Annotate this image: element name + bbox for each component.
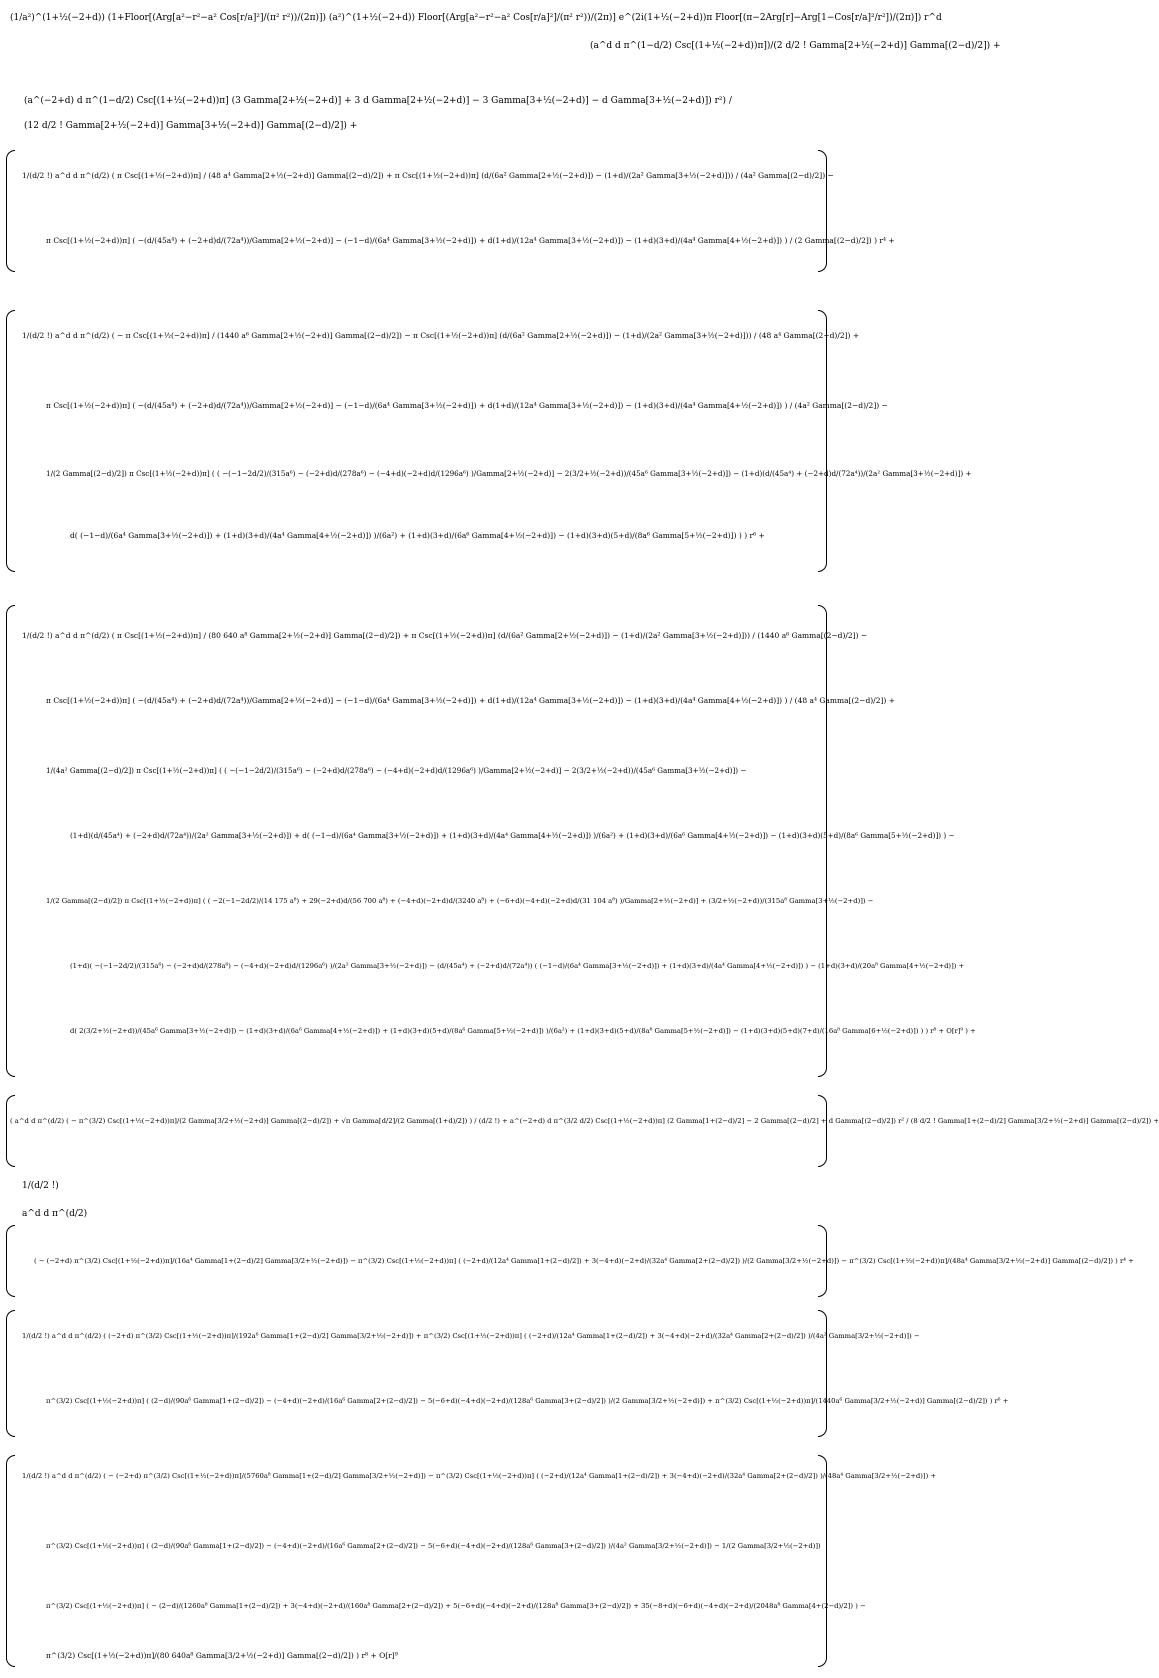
right-parenthesis xyxy=(818,150,827,272)
left-parenthesis xyxy=(6,1225,15,1297)
expression-line: 1/(d/2 !) a^d d π^(d/2) ( (−2+d) π^(3/2) Csc[(1+½(−2+d))π]/(192a⁶ Gamma[1+(2−d)/2] Gamma[3/2+½(−2+d)]) + π^(3/2) Csc[(1+½(−2+d))π] ( (−2+d)/(12a⁴ Gamma[1+(2−d)/2]) + 3(−4+d)(−2+d)/(32a⁴ Gamma[2+(2−d)/2]) )/(4a² Gamma[3/2+½(−2+d)]) − xyxy=(22,1332,920,1340)
left-parenthesis xyxy=(6,1455,15,1667)
right-parenthesis xyxy=(818,1095,827,1167)
left-parenthesis xyxy=(6,1310,15,1437)
expression-line: π^(3/2) Csc[(1+½(−2+d))π] ( (2−d)/(90a⁶ Gamma[1+(2−d)/2]) − (−4+d)(−2+d)/(16a⁶ Gamma[2+(2−d)/2]) − 5(−6+d)(−4+d)(−2+d)/(128a⁶ Gamma[3+(2−d)/2]) )/(4a² Gamma[3/2+½(−2+d)]) − 1/(2 Gamma[3/2+½(−2+d)]) xyxy=(46,1542,821,1550)
left-parenthesis xyxy=(6,310,15,572)
right-parenthesis xyxy=(818,1310,827,1437)
expression-line: 1/(2 Gamma[(2−d)/2]) π Csc[(1+½(−2+d))π] ( ( −(−1−2d/2)/(315a⁶) − (−2+d)d/(278a⁶) − (−4+d)(−2+d)d/(1296a⁶) )/Gamma[2+½(−2+d)] − 2(3/2+½(−2+d))/(45a⁶ Gamma[3+½(−2+d)]) − (1+d)(d/(45a⁴) + (−2+d)d/(72a⁴))/(2a² Gamma[3+½(−2+d)]) + xyxy=(46,469,972,478)
expression-line: 1/(2 Gamma[(2−d)/2]) π Csc[(1+½(−2+d))π] ( ( −2(−1−2d/2)/(14 175 a⁸) + 29(−2+d)d/(56 700 a⁸) + (−4+d)(−2+d)d/(3240 a⁸) + (−6+d)(−4+d)(−2+d)d/(31 104 a⁸) )/Gamma[2+½(−2+d)] + (3/2+½(−2+d))/(315a⁸ Gamma[3+½(−2+d)]) − xyxy=(46,897,874,905)
expression-line: 1/(d/2 !) a^d d π^(d/2) ( − (−2+d) π^(3/2) Csc[(1+½(−2+d))π]/(5760a⁸ Gamma[1+(2−d)/2] Gamma[3/2+½(−2+d)]) − π^(3/2) Csc[(1+½(−2+d))π] ( (−2+d)/(12a⁴ Gamma[1+(2−d)/2]) + 3(−4+d)(−2+d)/(32a⁴ Gamma[2+(2−d)/2]) )/(48a⁴ Gamma[3/2+½(−2+d)]) + xyxy=(22,1472,937,1480)
expression-line: π Csc[(1+½(−2+d))π] ( −(d/(45a⁴) + (−2+d)d/(72a⁴))/Gamma[2+½(−2+d)] − (−1−d)/(6a⁴ Gamma[3+½(−2+d)]) + d(1+d)/(12a⁴ Gamma[3+½(−2+d)]) − (1+d)(3+d)/(4a⁴ Gamma[4+½(−2+d)]) ) / (4a² Gamma[(2−d)/2]) − xyxy=(46,401,888,410)
expression-line: 1/(d/2 !) a^d d π^(d/2) ( π Csc[(1+½(−2+d))π] / (48 a⁴ Gamma[2+½(−2+d)] Gamma[(2−d)/2]) + π Csc[(1+½(−2+d))π] (d/(6a² Gamma[2+½(−2+d)]) − (1+d)/(2a² Gamma[3+½(−2+d)])) / (4a² Gamma[(2−d)/2]) − xyxy=(22,171,834,180)
expression-line: (1+d)(d/(45a⁴) + (−2+d)d/(72a⁴))/(2a² Gamma[3+½(−2+d)]) + d( (−1−d)/(6a⁴ Gamma[3+½(−2+d)]) + (1+d)(3+d)/(4a⁴ Gamma[4+½(−2+d)]) )/(6a²) + (1+d)(3+d)/(6a⁶ Gamma[4+½(−2+d)]) − (1+d)(3+d)(5+d)/(8a⁶ Gamma[5+½(−2+d)]) ) − xyxy=(70,831,955,840)
left-parenthesis xyxy=(6,1095,15,1167)
right-parenthesis xyxy=(818,605,827,1077)
expression-line: d( (−1−d)/(6a⁴ Gamma[3+½(−2+d)]) + (1+d)(3+d)/(4a⁴ Gamma[4+½(−2+d)]) )/(6a²) + (1+d)(3+d)/(6a⁶ Gamma[4+½(−2+d)]) − (1+d)(3+d)(5+d)/(8a⁶ Gamma[5+½(−2+d)]) ) ) r⁶ + xyxy=(70,531,765,540)
expression-line: (12 d/2 ! Gamma[2+½(−2+d)] Gamma[3+½(−2+d)] Gamma[(2−d)/2]) + xyxy=(24,121,358,131)
expression-line: ( − (−2+d) π^(3/2) Csc[(1+½(−2+d))π]/(16a⁴ Gamma[1+(2−d)/2] Gamma[3/2+½(−2+d)]) − π^(3/2) Csc[(1+½(−2+d))π] ( (−2+d)/(12a⁴ Gamma[1+(2−d)/2]) + 3(−4+d)(−2+d)/(32a⁴ Gamma[2+(2−d)/2]) )/(2 Gamma[3/2+½(−2+d)]) − π^(3/2) Csc[(1+½(−2+d))π]/(48a⁴ Gamma[3/2+½(−2+d)] Gamma[(2−d)/2]) ) r⁴ + xyxy=(34,1257,1134,1265)
expression-line: (1/a²)^(1+½(−2+d)) (1+Floor[(Arg[a²−r²−a² Cos[r/a]²]/(π² r²))/(2π)]) (a²)^(1+½(−2+d)) Floor[(Arg[a²−r²−a² Cos[r/a]²]/(π² r²))/(2π)] e^(2i(1+½(−2+d))π Floor[(π−2Arg[r]−Arg[1−Cos[r/a]²/r²])/(2π)]) r^d xyxy=(10,13,942,23)
expression-line: d( 2(3/2+½(−2+d))/(45a⁶ Gamma[3+½(−2+d)]) − (1+d)(3+d)/(6a⁶ Gamma[4+½(−2+d)]) + (1+d)(3+d)(5+d)/(8a⁶ Gamma[5+½(−2+d)]) )/(6a²) + (1+d)(3+d)(5+d)/(8a⁸ Gamma[5+½(−2+d)]) − (1+d)(3+d)(5+d)(7+d)/(16a⁸ Gamma[6+½(−2+d)]) ) ) r⁸ + O[r]⁹ ) + xyxy=(70,1027,976,1035)
expression-line: a^d d π^(d/2) xyxy=(22,1209,88,1219)
expression-line: 1/(d/2 !) a^d d π^(d/2) ( π Csc[(1+½(−2+d))π] / (80 640 a⁸ Gamma[2+½(−2+d)] Gamma[(2−d)/2]) + π Csc[(1+½(−2+d))π] (d/(6a² Gamma[2+½(−2+d)]) − (1+d)/(2a² Gamma[3+½(−2+d)])) / (1440 a⁶ Gamma[(2−d)/2]) − xyxy=(22,631,868,640)
right-parenthesis xyxy=(818,1455,827,1667)
expression-line: π^(3/2) Csc[(1+½(−2+d))π] ( (2−d)/(90a⁶ Gamma[1+(2−d)/2]) − (−4+d)(−2+d)/(16a⁶ Gamma[2+(2−d)/2]) − 5(−6+d)(−4+d)(−2+d)/(128a⁶ Gamma[3+(2−d)/2]) )/(2 Gamma[3/2+½(−2+d)]) + π^(3/2) Csc[(1+½(−2+d))π]/(1440a⁶ Gamma[3/2+½(−2+d)] Gamma[(2−d)/2]) ) r⁶ + xyxy=(46,1397,1009,1405)
expression-line: (1+d)( −(−1−2d/2)/(315a⁶) − (−2+d)d/(278a⁶) − (−4+d)(−2+d)d/(1296a⁶) )/(2a² Gamma[3+½(−2+d)]) − (d/(45a⁴) + (−2+d)d/(72a⁴)) ( (−1−d)/(6a⁴ Gamma[3+½(−2+d)]) + (1+d)(3+d)/(4a⁴ Gamma[4+½(−2+d)]) ) − (1+d)(3+d)/(20a⁸ Gamma[4+½(−2+d)]) + xyxy=(70,962,965,970)
expression-line: π Csc[(1+½(−2+d))π] ( −(d/(45a⁴) + (−2+d)d/(72a⁴))/Gamma[2+½(−2+d)] − (−1−d)/(6a⁴ Gamma[3+½(−2+d)]) + d(1+d)/(12a⁴ Gamma[3+½(−2+d)]) − (1+d)(3+d)/(4a⁴ Gamma[4+½(−2+d)]) ) / (2 Gamma[(2−d)/2]) ) r⁴ + xyxy=(46,236,895,245)
expression-line: ( a^d d π^(d/2) ( − π^(3/2) Csc[(1+½(−2+d))π]/(2 Gamma[3/2+½(−2+d)] Gamma[(2−d)/2]) + √π Gamma[d/2]/(2 Gamma[(1+d)/2]) ) / (d/2 !) + a^(−2+d) d π^(3/2 d/2) Csc[(1+½(−2+d))π] (2 Gamma[1+(2−d)/2] − 2 Gamma[(2−d)/2] + d Gamma[(2−d)/2]) r² / (8 d/2 ! Gamma[1+(2−d)/2] Gamma[3/2+½(−2+d)] Gamma[(2−d)/2]) + xyxy=(10,1117,1159,1125)
expression-line: π^(3/2) Csc[(1+½(−2+d))π]/(80 640a⁸ Gamma[3/2+½(−2+d)] Gamma[(2−d)/2]) ) r⁸ + O[r]⁹ xyxy=(46,1651,398,1660)
expression-line: 1/(4a² Gamma[(2−d)/2]) π Csc[(1+½(−2+d))π] ( ( −(−1−2d/2)/(315a⁶) − (−2+d)d/(278a⁶) − (−4+d)(−2+d)d/(1296a⁶) )/Gamma[2+½(−2+d)] − 2(3/2+½(−2+d))/(45a⁶ Gamma[3+½(−2+d)]) − xyxy=(46,766,747,775)
expression-line: (a^d d π^(1−d/2) Csc[(1+½(−2+d))π])/(2 d/2 ! Gamma[2+½(−2+d)] Gamma[(2−d)/2]) + xyxy=(590,41,1001,51)
expression-line: 1/(d/2 !) xyxy=(22,1181,59,1191)
right-parenthesis xyxy=(818,1225,827,1297)
right-parenthesis xyxy=(818,310,827,572)
expression-line: π^(3/2) Csc[(1+½(−2+d))π] ( − (2−d)/(1260a⁸ Gamma[1+(2−d)/2]) + 3(−4+d)(−2+d)/(160a⁸ Gamma[2+(2−d)/2]) + 5(−6+d)(−4+d)(−2+d)/(128a⁸ Gamma[3+(2−d)/2]) + 35(−8+d)(−6+d)(−4+d)(−2+d)/(2048a⁸ Gamma[4+(2−d)/2]) ) − xyxy=(46,1602,866,1610)
expression-line: (a^(−2+d) d π^(1−d/2) Csc[(1+½(−2+d))π] (3 Gamma[2+½(−2+d)] + 3 d Gamma[2+½(−2+d)] − 3 Gamma[3+½(−2+d)] − d Gamma[3+½(−2+d)]) r²) / xyxy=(24,96,732,106)
expression-line: 1/(d/2 !) a^d d π^(d/2) ( − π Csc[(1+½(−2+d))π] / (1440 a⁶ Gamma[2+½(−2+d)] Gamma[(2−d)/2]) − π Csc[(1+½(−2+d))π] (d/(6a² Gamma[2+½(−2+d)]) − (1+d)/(2a² Gamma[3+½(−2+d)])) / (48 a⁴ Gamma[(2−d)/2]) + xyxy=(22,331,860,340)
expression-line: π Csc[(1+½(−2+d))π] ( −(d/(45a⁴) + (−2+d)d/(72a⁴))/Gamma[2+½(−2+d)] − (−1−d)/(6a⁴ Gamma[3+½(−2+d)]) + d(1+d)/(12a⁴ Gamma[3+½(−2+d)]) − (1+d)(3+d)/(4a⁴ Gamma[4+½(−2+d)]) ) / (48 a⁴ Gamma[(2−d)/2]) + xyxy=(46,696,895,705)
left-parenthesis xyxy=(6,150,15,272)
left-parenthesis xyxy=(6,605,15,1077)
